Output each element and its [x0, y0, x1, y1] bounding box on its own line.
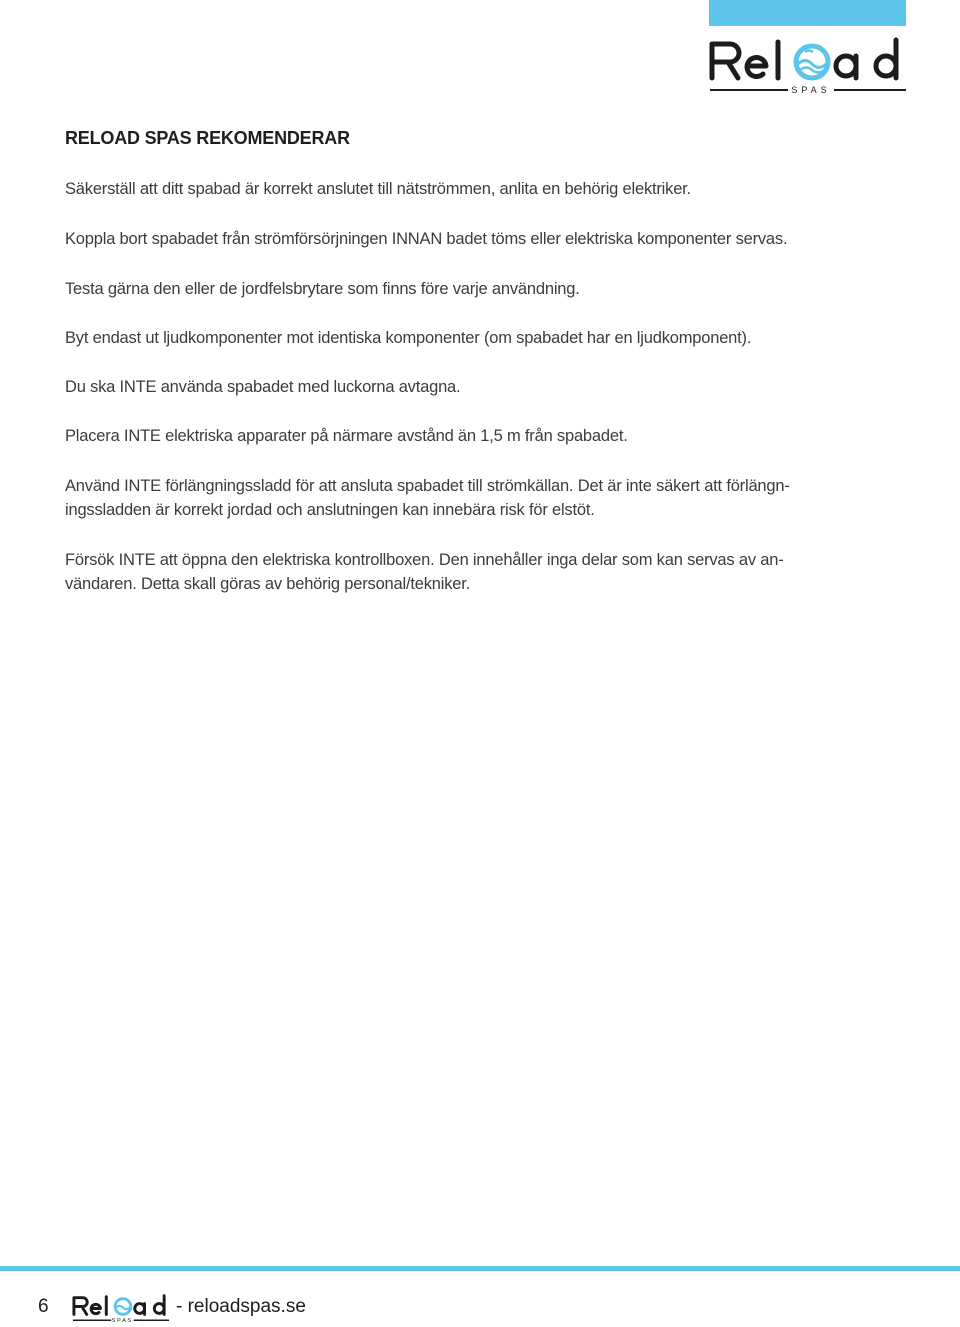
page-number: 6 — [38, 1296, 49, 1317]
svg-text:SPAS: SPAS — [791, 85, 831, 95]
recommendation-3: Testa gärna den eller de jordfelsbrytare som finns före varje användning. — [65, 280, 580, 298]
section-heading: RELOAD SPAS REKOMENDERAR — [65, 128, 350, 148]
recommendation-6: Placera INTE elektriska apparater på närmare avstånd än 1,5 m från spabadet. — [65, 427, 628, 445]
footer-website: - reloadspas.se — [176, 1296, 306, 1317]
recommendation-2: Koppla bort spabadet från strömförsörjningen INNAN badet töms eller elektriska komponenter servas. — [65, 230, 788, 248]
recommendation-7: Använd INTE förlängningssladd för att ansluta spabadet till strömkällan. Det är inte säkert att förlängn- ingssladden är korrekt jordad och anslutningen kan innebära risk för elstöt. — [65, 477, 790, 519]
recommendation-4: Byt endast ut ljudkomponenter mot identiska komponenter (om spabadet har en ljudkomponent). — [65, 329, 752, 347]
svg-text:SPAS: SPAS — [111, 1318, 134, 1324]
header-accent-tab — [709, 0, 906, 26]
recommendation-8: Försök INTE att öppna den elektriska kontrollboxen. Den innehåller inga delar som kan servas av an- vändaren. Detta skall göras av behörig personal/tekniker. — [65, 551, 784, 593]
footer-logo — [71, 1292, 171, 1324]
footer-rule — [0, 1266, 960, 1271]
reload-spas-logo — [706, 34, 910, 96]
recommendation-1: Säkerställ att ditt spabad är korrekt anslutet till nätströmmen, anlita en behörig elektriker. — [65, 180, 691, 198]
recommendation-5: Du ska INTE använda spabadet med luckorna avtagna. — [65, 378, 461, 396]
